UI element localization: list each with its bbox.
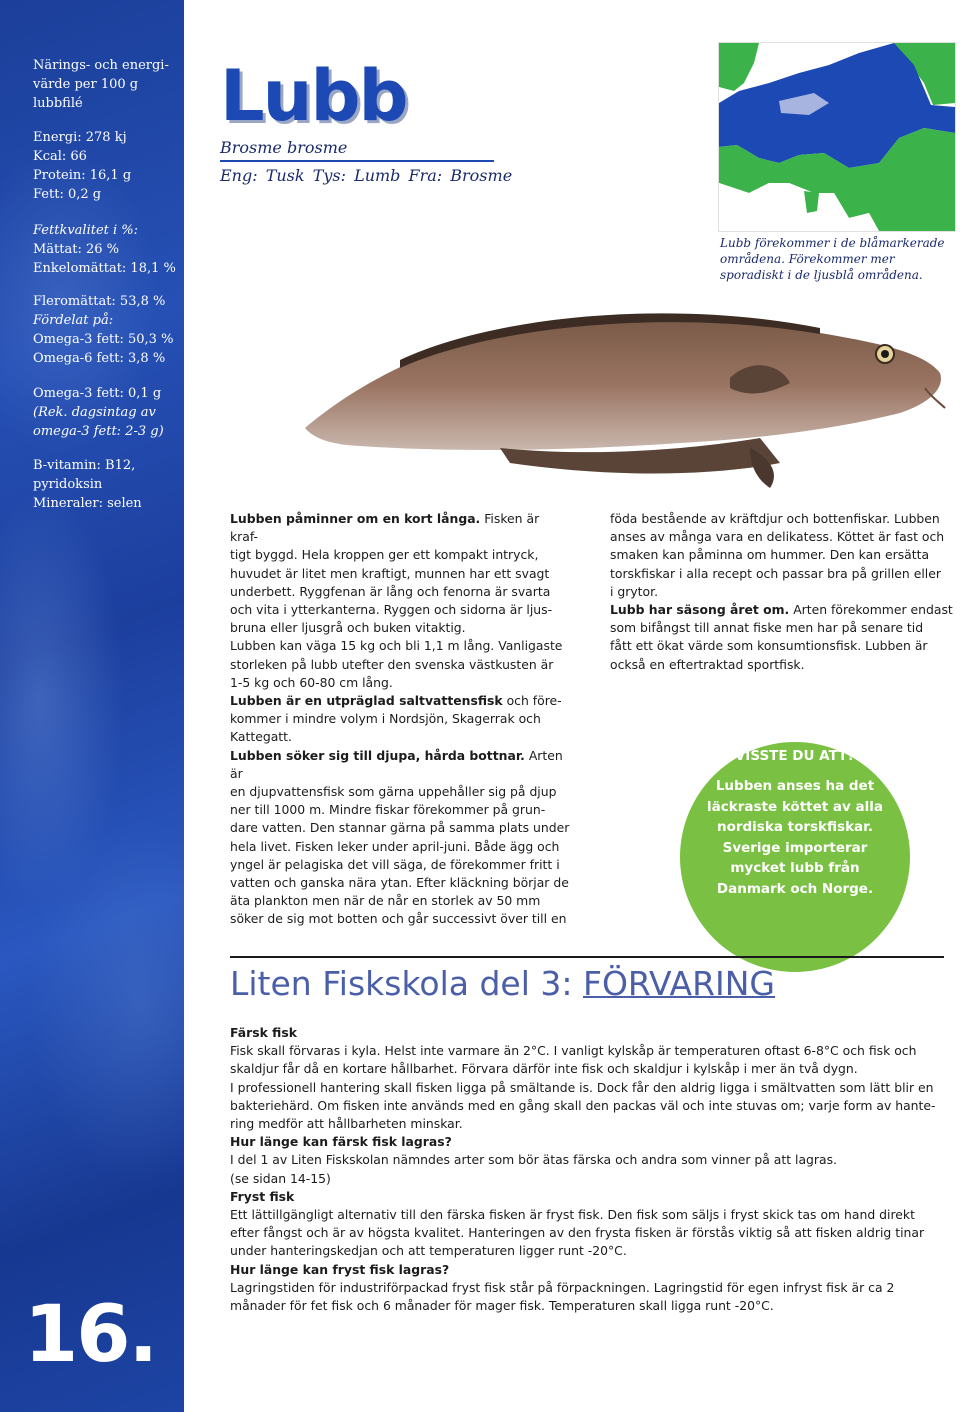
monounsaturated-value: Enkelomättat: 18,1 %: [33, 261, 176, 276]
distribution-map: [718, 42, 956, 232]
paragraph: [610, 510, 955, 601]
paragraph-lead: Lubben är en utpräglad saltvattensfisk: [230, 693, 503, 709]
paragraph-text: föda bestående av kräftdjur och bottenfiskar. Lubben anses av många vara en delikatess. Köttet är fast och smaken kan påminna om hummer. Den kan ersätta torskfiskar i alla recept och passar bra på grillen eller i grytor.: [610, 511, 945, 599]
fish-illustration: [300, 288, 950, 498]
kcal-value: Kcal: 66: [33, 149, 87, 164]
minerals-value: Mineraler: selen: [33, 496, 142, 511]
paragraph: [610, 601, 955, 674]
fat-quality: [33, 221, 183, 278]
fresh-question: Hur länge kan färsk fisk lagras?: [230, 1134, 452, 1150]
paragraph-lead: Lubb har säsong året om.: [610, 602, 790, 618]
nutrition-heading: Närings- och energi- värde per 100 g lubbfilé: [33, 58, 169, 111]
fish-pupil: [881, 350, 889, 358]
frozen-question: Hur länge kan fryst fisk lagras?: [230, 1261, 450, 1277]
paragraph-text: Arten är en djupvattensfisk som gärna uppehåller sig på djup ner till 1000 m. Mindre fiskar förekommer på grun- dare vatten. Den stannar gärna på samma plats under hela livet. Fisken leker under april-juni. Både ägg och yngel är pelagiska det vill säga, de förekommer fritt i vatten och ganska nära ytan. Efter kläckning börjar de äta plankton men när de når en storlek av 50 mm söker de sig mot botten och går successivt över till en: [230, 747, 570, 927]
paragraph-text: Fisken är kraf- tigt byggd. Hela kroppen ger ett kompakt intryck, huvudet är litet men kraftigt, munnen har ett svagt underbett. Ryggfenan är lång och fenorna är svarta och vita i ytterkanterna. Ryggen och sidorna är ljus- bruna eller ljusgrå och buken vitaktig. Lubben kan väga 15 kg och bli 1,1 m lång. Vanligaste storleken på lubb utefter den svenska västkusten är 1-5 kg och 60-80 cm lång.: [230, 511, 563, 690]
fat-quality-label: Fettkvalitet i %:: [33, 223, 139, 238]
fish-body: [305, 320, 941, 450]
fact-circle: [680, 742, 910, 972]
energy-value: Energi: 278 kj: [33, 130, 127, 145]
omega6-pct-value: Omega-6 fett: 3,8 %: [33, 351, 166, 366]
saturated-value: Mättat: 26 %: [33, 242, 120, 257]
text-column-left: [230, 510, 570, 929]
school-title-prefix: Liten Fiskskola del 3:: [230, 964, 583, 1003]
fresh-text: Fisk skall förvaras i kyla. Helst inte varmare än 2°C. I vanligt kylskåp är temperaturen oftast 6-8°C och fisk och skaldjur får då en kortare hållbarhet. Förvara därför inte fisk och skaldjur i kylskåp i mer än två dygn. I professionell hantering skall fisken ligga på smältande is. Dock får den aldrig ligga i smältvatten som lätt blir en bakteriehärd. Om fisken inte används med en gång skall den packas väl och inte stuvas om; varje form av hante- ring medför att hållbarheten minskar.: [230, 1043, 936, 1132]
frozen-answer: Lagringstiden för industriförpackad fryst fisk står på förpackningen. Lagringstid för egen infryst fisk är ca 2 månader för fet fisk och 6 månader för mager fisk. Temperaturen skall ligga runt -20°C.: [230, 1279, 895, 1314]
fact-text: Lubben anses ha det läckraste köttet av alla nordiska torskfiskar. Sverige importerar mycket lubb från Danmark och Norge.: [706, 778, 884, 897]
fact-heading: VISSTE DU ATT?: [734, 748, 856, 764]
omega3-pct-value: Omega-3 fett: 50,3 %: [33, 332, 174, 347]
fresh-answer: I del 1 av Liten Fiskskolan nämndes arter som bör ätas färska och andra som vinner på att lagras. (se sidan 14-15): [230, 1152, 838, 1186]
latin-name: Brosme brosme: [220, 138, 348, 157]
paragraph-lead: Lubben söker sig till djupa, hårda bottnar.: [230, 747, 525, 763]
text-column-right: [610, 510, 955, 674]
polyunsaturated-block: [33, 292, 183, 368]
vitamins-value: B-vitamin: B12, pyridoksin: [33, 458, 136, 492]
paragraph-text: Arten förekommer endast som bifångst till annat fiske men har på senare tid fått ett ökat värde som konsumtionsfisk. Lubben är också en eftertraktad sportfisk.: [610, 602, 953, 672]
paragraph: [230, 510, 570, 692]
storage-section: [230, 1024, 948, 1315]
frozen-heading: Fryst fisk: [230, 1188, 295, 1204]
nutrition-values: [33, 128, 183, 204]
nutrition-sidebar: [0, 0, 184, 1412]
protein-value: Protein: 16,1 g: [33, 168, 132, 183]
paragraph: [230, 692, 570, 747]
divided-label: Fördelat på:: [33, 313, 114, 328]
paragraph: [230, 747, 570, 929]
omega3-block: [33, 384, 183, 441]
school-title: [230, 964, 775, 1003]
page-title: Lubb: [220, 55, 407, 137]
frozen-text: Ett lättillgängligt alternativ till den färska fisken är fryst fisk. Den fisk som säljs i fryst skick tas om hand direkt efter fångst och är av högsta kvalitet. Hanteringen av den frysta fisken är förstås viktig så att fisken aldrig tinar under hanteringskedjan och att temperaturen ligger runt -20°C.: [230, 1207, 925, 1259]
omega3-g-value: Omega-3 fett: 0,1 g: [33, 386, 162, 401]
omega3-recommendation: (Rek. dagsintag av omega-3 fett: 2-3 g): [33, 405, 164, 439]
section-rule: [230, 956, 944, 958]
vitamin-block: [33, 456, 183, 513]
foreign-names: Eng: Tusk Tys: Lumb Fra: Brosme: [220, 166, 513, 185]
paragraph-lead: Lubben påminner om en kort långa.: [230, 511, 481, 526]
school-title-topic: FÖRVARING: [582, 964, 776, 1003]
map-caption: Lubb förekommer i de blåmarkerade områdena. Förekommer mer sporadiskt i de ljusblå områdena.: [720, 236, 945, 282]
fresh-heading: Färsk fisk: [230, 1025, 297, 1040]
page-number: 16.: [24, 1290, 157, 1380]
paragraph-text: och före- kommer i mindre volym i Nordsjön, Skagerrak och Kattegatt.: [230, 693, 562, 745]
polyunsaturated-value: Fleromättat: 53,8 %: [33, 294, 166, 309]
title-rule: [220, 160, 494, 162]
fat-value: Fett: 0,2 g: [33, 187, 102, 202]
